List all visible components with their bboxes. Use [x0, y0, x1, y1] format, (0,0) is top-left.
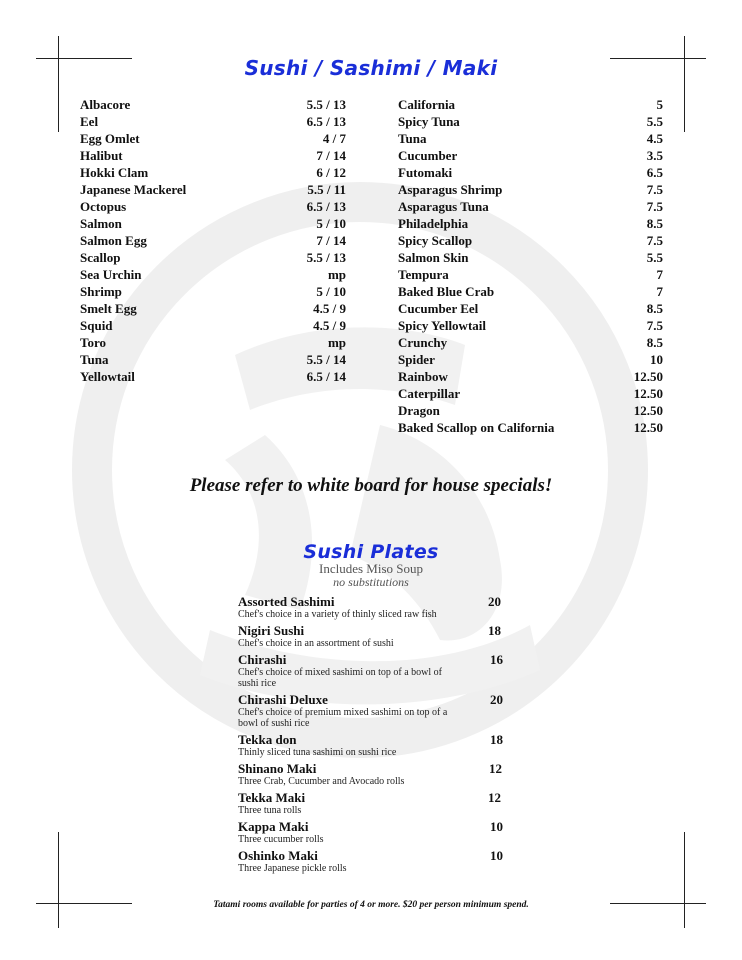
plate-item: [238, 819, 508, 845]
sushi-sashimi-item: [80, 249, 346, 266]
plate-name: Nigiri Sushi: [238, 623, 305, 638]
item-price: mp: [327, 267, 346, 282]
item-name: Hokki Clam: [80, 165, 149, 180]
item-name: Sea Urchin: [80, 267, 142, 282]
item-price: 7: [656, 284, 663, 299]
item-price: 3.5: [646, 148, 663, 163]
item-name: Egg Omlet: [80, 131, 140, 146]
sushi-sashimi-item: [80, 96, 346, 113]
plate-price: 12: [488, 790, 501, 805]
plate-item: [238, 761, 508, 787]
sushi-sashimi-list: [80, 96, 346, 385]
maki-item: [398, 181, 663, 198]
item-price: 12.50: [633, 403, 663, 418]
item-price: 5 / 10: [316, 216, 346, 231]
plate-description: Chef's choice of mixed sashimi on top of a bowl of sushi rice: [238, 667, 442, 689]
item-price: 5.5: [646, 250, 663, 265]
item-price: 7 / 14: [316, 148, 346, 163]
item-price: 7.5: [646, 233, 663, 248]
menu-title: Sushi / Sashimi / Maki: [244, 56, 498, 80]
item-name: Japanese Mackerel: [80, 182, 187, 197]
maki-item: [398, 368, 663, 385]
plate-name: Tekka Maki: [238, 790, 306, 805]
sushi-plates-list: [238, 594, 508, 874]
maki-item: [398, 232, 663, 249]
plate-description: Three cucumber rolls: [238, 834, 324, 845]
item-price: 5.5: [646, 114, 663, 129]
plate-description: Chef's choice in a variety of thinly sliced raw fish: [238, 609, 437, 620]
sushi-sashimi-item: [80, 334, 346, 351]
crop-mark-top-left-vertical: [58, 36, 59, 132]
plate-price: 20: [490, 692, 503, 707]
item-name: Tempura: [398, 267, 449, 282]
plate-name: Chirashi: [238, 652, 287, 667]
item-name: Cucumber Eel: [398, 301, 479, 316]
maki-item: [398, 130, 663, 147]
sushi-sashimi-item: [80, 283, 346, 300]
item-name: Squid: [80, 318, 113, 333]
plates-note: no substitutions: [333, 575, 409, 589]
maki-item: [398, 198, 663, 215]
plate-name: Chirashi Deluxe: [238, 692, 328, 707]
sushi-sashimi-item: [80, 147, 346, 164]
plate-item: [238, 652, 508, 689]
item-price: 6.5 / 14: [306, 369, 346, 384]
item-name: Asparagus Tuna: [398, 199, 489, 214]
footer-note: Tatami rooms available for parties of 4 or more. $20 per person minimum spend.: [213, 900, 529, 910]
item-name: Salmon Skin: [398, 250, 469, 265]
plate-price: 10: [490, 848, 503, 863]
sushi-sashimi-item: [80, 351, 346, 368]
item-price: 10: [650, 352, 663, 367]
crop-mark-bottom-right-vertical: [684, 832, 685, 928]
item-price: 7: [656, 267, 663, 282]
item-name: Caterpillar: [398, 386, 461, 401]
item-name: Philadelphia: [398, 216, 469, 231]
plate-item: [238, 623, 508, 649]
item-price: 8.5: [646, 335, 663, 350]
sushi-sashimi-item: [80, 266, 346, 283]
item-price: 8.5: [646, 216, 663, 231]
item-name: Spicy Yellowtail: [398, 318, 486, 333]
item-price: 5.5 / 13: [306, 250, 346, 265]
sushi-sashimi-item: [80, 215, 346, 232]
item-price: 5: [656, 97, 663, 112]
item-name: Futomaki: [398, 165, 453, 180]
item-price: 5.5 / 13: [306, 97, 346, 112]
item-price: 12.50: [633, 386, 663, 401]
plate-name: Tekka don: [238, 732, 297, 747]
maki-item: [398, 419, 663, 436]
plate-price: 12: [489, 761, 502, 776]
sushi-sashimi-item: [80, 300, 346, 317]
maki-item: [398, 385, 663, 402]
item-name: Eel: [80, 114, 99, 129]
item-price: 7.5: [646, 182, 663, 197]
sushi-sashimi-item: [80, 198, 346, 215]
sushi-sashimi-item: [80, 130, 346, 147]
plate-price: 16: [490, 652, 503, 667]
sushi-sashimi-item: [80, 113, 346, 130]
item-price: 4.5: [646, 131, 663, 146]
maki-item: [398, 300, 663, 317]
maki-item: [398, 96, 663, 113]
item-name: Spicy Tuna: [398, 114, 460, 129]
item-price: 8.5: [646, 301, 663, 316]
item-price: 5 / 10: [316, 284, 346, 299]
plate-name: Oshinko Maki: [238, 848, 318, 863]
sushi-sashimi-item: [80, 164, 346, 181]
plate-price: 10: [490, 819, 503, 834]
plate-price: 20: [488, 594, 501, 609]
item-name: Smelt Egg: [80, 301, 137, 316]
maki-item: [398, 317, 663, 334]
item-name: Crunchy: [398, 335, 448, 350]
plate-description: Three Crab, Cucumber and Avocado rolls: [238, 776, 405, 787]
item-name: Asparagus Shrimp: [398, 182, 503, 197]
item-name: California: [398, 97, 456, 112]
item-name: Cucumber: [398, 148, 458, 163]
plate-name: Assorted Sashimi: [238, 594, 335, 609]
item-name: Dragon: [398, 403, 440, 418]
maki-item: [398, 334, 663, 351]
item-price: 7.5: [646, 199, 663, 214]
item-name: Halibut: [80, 148, 123, 163]
item-price: 5.5 / 11: [307, 182, 346, 197]
sushi-plates-title: Sushi Plates: [303, 541, 439, 563]
plate-description: Three Japanese pickle rolls: [238, 863, 347, 874]
item-name: Salmon: [80, 216, 122, 231]
item-price: 6.5: [646, 165, 663, 180]
plate-description: Chef's choice in an assortment of sushi: [238, 638, 394, 649]
maki-item: [398, 402, 663, 419]
item-price: 12.50: [633, 420, 663, 435]
plate-description: Thinly sliced tuna sashimi on sushi rice: [238, 747, 397, 758]
maki-item: [398, 266, 663, 283]
item-name: Salmon Egg: [80, 233, 147, 248]
sushi-sashimi-item: [80, 368, 346, 385]
plate-item: [238, 790, 508, 816]
plate-item: [238, 848, 508, 874]
item-price: mp: [327, 335, 346, 350]
item-name: Toro: [80, 335, 107, 350]
item-name: Spicy Scallop: [398, 233, 473, 248]
crop-mark-top-right-vertical: [684, 36, 685, 132]
plate-description: Three tuna rolls: [238, 805, 302, 816]
item-name: Yellowtail: [80, 369, 135, 384]
maki-item: [398, 351, 663, 368]
sushi-sashimi-item: [80, 317, 346, 334]
item-name: Tuna: [80, 352, 109, 367]
item-price: 6 / 12: [316, 165, 346, 180]
crop-mark-bottom-left-vertical: [58, 832, 59, 928]
maki-item: [398, 164, 663, 181]
plates-subtitle: Includes Miso Soup: [319, 561, 423, 576]
item-name: Rainbow: [398, 369, 448, 384]
plate-price: 18: [490, 732, 503, 747]
plate-name: Shinano Maki: [238, 761, 317, 776]
item-name: Baked Blue Crab: [398, 284, 495, 299]
item-name: Shrimp: [80, 284, 122, 299]
plate-item: [238, 692, 508, 729]
plate-price: 18: [488, 623, 501, 638]
maki-item: [398, 249, 663, 266]
item-price: 7.5: [646, 318, 663, 333]
maki-item: [398, 215, 663, 232]
item-price: 6.5 / 13: [306, 114, 346, 129]
item-name: Baked Scallop on California: [398, 420, 555, 435]
item-price: 4.5 / 9: [313, 318, 346, 333]
house-specials-notice: Please refer to white board for house specials!: [189, 475, 553, 496]
item-name: Octopus: [80, 199, 127, 214]
plate-description: Chef's choice of premium mixed sashimi on top of a bowl of sushi rice: [238, 707, 448, 729]
item-name: Scallop: [80, 250, 121, 265]
plate-item: [238, 594, 508, 620]
item-name: Spider: [398, 352, 435, 367]
maki-list: [398, 96, 663, 436]
plate-name: Kappa Maki: [238, 819, 309, 834]
sushi-sashimi-item: [80, 181, 346, 198]
maki-item: [398, 113, 663, 130]
maki-item: [398, 147, 663, 164]
item-price: 12.50: [633, 369, 663, 384]
item-name: Albacore: [80, 97, 131, 112]
item-name: Tuna: [398, 131, 427, 146]
sushi-sashimi-item: [80, 232, 346, 249]
item-price: 4 / 7: [322, 131, 346, 146]
item-price: 7 / 14: [316, 233, 346, 248]
maki-item: [398, 283, 663, 300]
plate-item: [238, 732, 508, 758]
item-price: 6.5 / 13: [306, 199, 346, 214]
item-price: 5.5 / 14: [306, 352, 346, 367]
item-price: 4.5 / 9: [313, 301, 346, 316]
